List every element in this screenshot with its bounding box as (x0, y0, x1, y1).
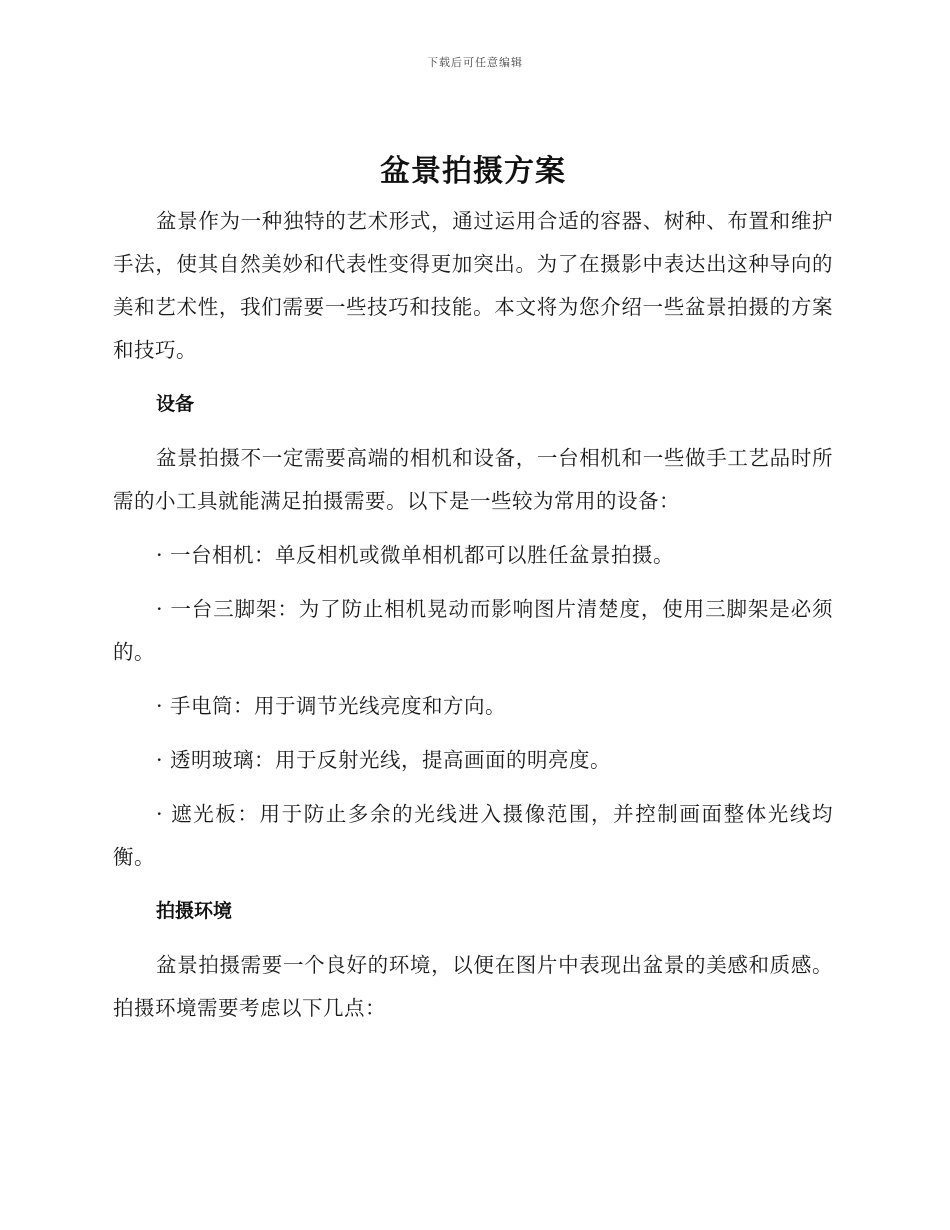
equipment-paragraph: 盆景拍摄不一定需要高端的相机和设备，一台相机和一些做手工艺品时所需的小工具就能满足拍摄需要。以下是一些较为常用的设备： (113, 446, 833, 513)
intro-paragraph: 盆景作为一种独特的艺术形式，通过运用合适的容器、树种、布置和维护手法，使其自然美妙和代表性变得更加突出。为了在摄影中表达出这种导向的美和艺术性，我们需要一些技巧和技能。本文将为您介绍一些盆景拍摄的方案和技巧。 (113, 209, 833, 362)
list-item: · 一台相机：单反相机或微单相机都可以胜任盆景拍摄。 (156, 543, 675, 567)
document-body (113, 150, 833, 1041)
environment-paragraph: 盆景拍摄需要一个良好的环境，以便在图片中表现出盆景的美感和质感。拍摄环境需要考虑以下几点： (113, 953, 833, 1020)
document-title: 盆景拍摄方案 (380, 154, 566, 189)
section-heading-equipment: 设备 (156, 393, 195, 415)
list-item: · 透明玻璃：用于反射光线，提高画面的明亮度。 (156, 748, 612, 772)
section-heading-environment: 拍摄环境 (156, 900, 233, 922)
list-item: · 一台三脚架：为了防止相机晃动而影响图片清楚度，使用三脚架是必须的。 (113, 597, 833, 664)
list-item: · 遮光板：用于防止多余的光线进入摄像范围，并控制画面整体光线均衡。 (113, 802, 833, 869)
list-item: · 手电筒：用于调节光线亮度和方向。 (156, 694, 507, 718)
page-header-note: 下载后可任意编辑 (427, 56, 523, 69)
